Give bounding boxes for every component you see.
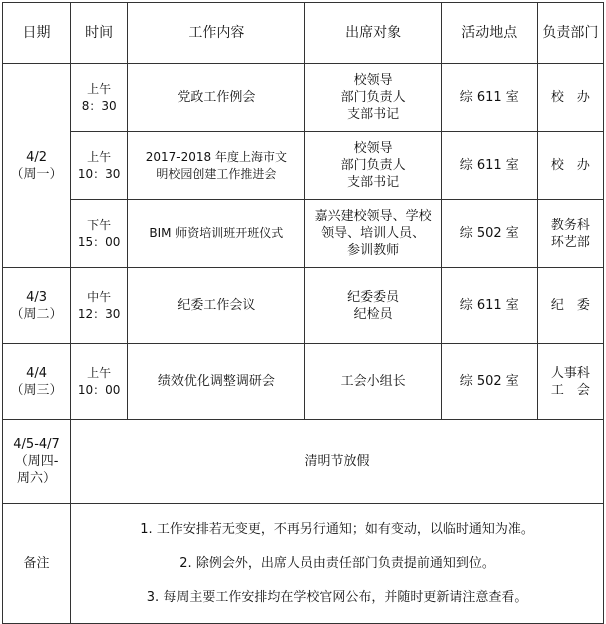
department-cell: 人事科 工 会 bbox=[537, 344, 603, 420]
holiday-row bbox=[3, 420, 604, 504]
table-row bbox=[3, 268, 604, 344]
header-date: 日期 bbox=[3, 3, 71, 64]
attendees-cell: 工会小组长 bbox=[305, 344, 441, 420]
time-cell: 中午 12：30 bbox=[71, 268, 128, 344]
header-content: 工作内容 bbox=[128, 3, 305, 64]
header-time: 时间 bbox=[71, 3, 128, 64]
location-cell: 综 502 室 bbox=[441, 344, 537, 420]
remark-item: 3. 每周主要工作安排均在学校官网公布，并随时更新请注意查看。 bbox=[146, 590, 528, 605]
content-cell: 纪委工作会议 bbox=[128, 268, 305, 344]
table-row bbox=[3, 200, 604, 268]
content-cell: 2017-2018 年度上海市文 明校园创建工作推进会 bbox=[128, 132, 305, 200]
remark-item: 2. 除例会外，出席人员由责任部门负责提前通知到位。 bbox=[179, 556, 495, 571]
department-cell: 校 办 bbox=[537, 64, 603, 132]
table-row bbox=[3, 64, 604, 132]
content-cell: 党政工作例会 bbox=[128, 64, 305, 132]
table-row bbox=[3, 132, 604, 200]
date-cell: 4/5-4/7 （周四- 周六） bbox=[3, 420, 71, 504]
remarks-row bbox=[3, 504, 604, 624]
time-cell: 上午 8：30 bbox=[71, 64, 128, 132]
header-location: 活动地点 bbox=[441, 3, 537, 64]
remarks-cell bbox=[71, 504, 604, 624]
department-cell: 校 办 bbox=[537, 132, 603, 200]
location-cell: 综 611 室 bbox=[441, 132, 537, 200]
remark-item: 1. 工作安排若无变更，不再另行通知；如有变动，以临时通知为准。 bbox=[140, 522, 534, 537]
location-cell: 综 611 室 bbox=[441, 64, 537, 132]
department-cell: 教务科 环艺部 bbox=[537, 200, 603, 268]
remarks-label: 备注 bbox=[3, 504, 71, 624]
header-row bbox=[3, 3, 604, 64]
time-cell: 下午 15：00 bbox=[71, 200, 128, 268]
table-row bbox=[3, 344, 604, 420]
header-department: 负责部门 bbox=[537, 3, 603, 64]
attendees-cell: 嘉兴建校领导、学校 领导、培训人员、 参训教师 bbox=[305, 200, 441, 268]
time-cell: 上午 10：30 bbox=[71, 132, 128, 200]
content-cell: BIM 师资培训班开班仪式 bbox=[128, 200, 305, 268]
header-attendees: 出席对象 bbox=[305, 3, 441, 64]
schedule-table bbox=[2, 2, 604, 624]
attendees-cell: 校领导 部门负责人 支部书记 bbox=[305, 64, 441, 132]
holiday-cell: 清明节放假 bbox=[71, 420, 604, 504]
attendees-cell: 纪委委员 纪检员 bbox=[305, 268, 441, 344]
date-cell: 4/2 （周一） bbox=[3, 64, 71, 268]
location-cell: 综 502 室 bbox=[441, 200, 537, 268]
attendees-cell: 校领导 部门负责人 支部书记 bbox=[305, 132, 441, 200]
date-cell: 4/4 （周三） bbox=[3, 344, 71, 420]
department-cell: 纪 委 bbox=[537, 268, 603, 344]
location-cell: 综 611 室 bbox=[441, 268, 537, 344]
time-cell: 上午 10：00 bbox=[71, 344, 128, 420]
date-cell: 4/3 （周二） bbox=[3, 268, 71, 344]
content-cell: 绩效优化调整调研会 bbox=[128, 344, 305, 420]
